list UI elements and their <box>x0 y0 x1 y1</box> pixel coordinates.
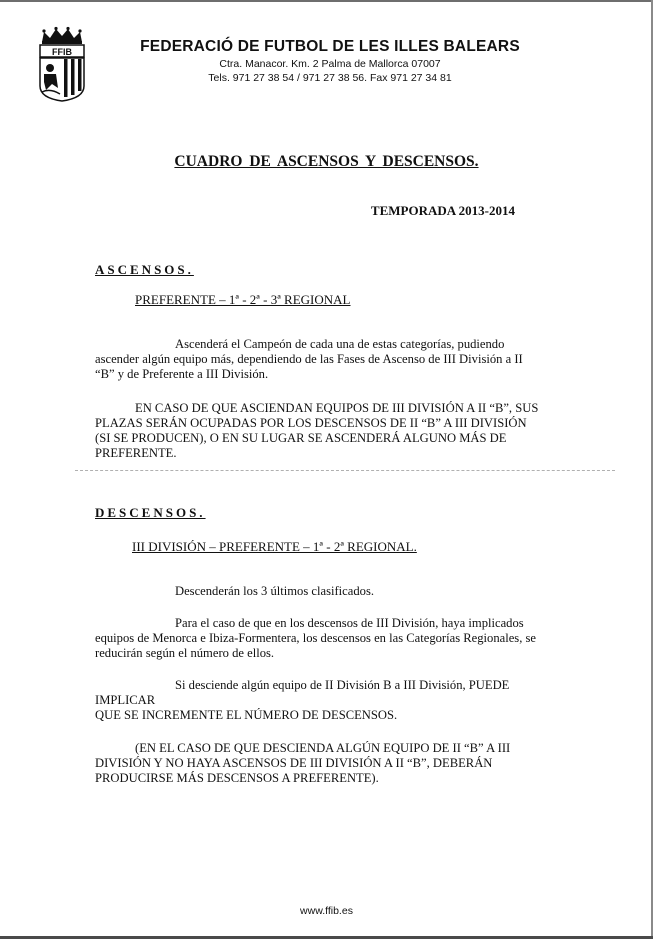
org-name: FEDERACIÓ DE FUTBOL DE LES ILLES BALEARS <box>140 38 520 55</box>
descensos-paragraph-2 <box>95 616 565 661</box>
descensos-category: III DIVISIÓN – PREFERENTE – 1ª - 2ª REGIONAL. <box>132 539 417 554</box>
descensos-paragraph-4 <box>95 741 565 786</box>
scan-border-top <box>0 0 653 2</box>
descensos-p4-line1: (EN EL CASO DE QUE DESCIENDA ALGÚN EQUIPO DE II “B” A III <box>135 741 511 755</box>
descensos-p2-line1: Para el caso de que en los descensos de III División, haya implicados <box>175 616 524 630</box>
ascensos-p1-line3: “B” y de Preferente a III División. <box>95 367 269 381</box>
footer-url: www.ffib.es <box>300 905 353 917</box>
ascensos-paragraph-1 <box>95 337 565 382</box>
descensos-p2-line2: equipos de Menorca e Ibiza-Formentera, los descensos en las Categorías Regionales, se <box>95 631 536 645</box>
ffib-crest-logo <box>34 26 90 102</box>
descensos-paragraph-1 <box>95 584 565 599</box>
descensos-p4-line2: DIVISIÓN Y NO HAYA ASCENSOS DE III DIVISIÓN A II “B”, DEBERÁN <box>95 756 493 770</box>
ascensos-p2-line4: PREFERENTE. <box>95 446 177 460</box>
descensos-p1-line1: Descenderán los 3 últimos clasificados. <box>175 584 374 598</box>
org-phones: Tels. 971 27 38 54 / 971 27 38 56. Fax 971 27 34 81 <box>208 72 452 84</box>
ascensos-p1-line1: Ascenderá el Campeón de cada una de estas categorías, pudiendo <box>175 337 505 351</box>
ascensos-heading: ASCENSOS. <box>95 262 194 277</box>
document-title: CUADRO DE ASCENSOS Y DESCENSOS. <box>174 153 479 170</box>
ascensos-paragraph-2 <box>95 401 565 461</box>
ascensos-p1-line2: ascender algún equipo más, dependiendo de las Fases de Ascenso de III División a II <box>95 352 523 366</box>
descensos-heading: DESCENSOS. <box>95 505 206 520</box>
ascensos-p2-line2: PLAZAS SERÁN OCUPADAS POR LOS DESCENSOS DE II “B” A III DIVISIÓN <box>95 416 527 430</box>
letterhead <box>120 38 540 84</box>
ascensos-p2-line3: (SI SE PRODUCEN), O EN SU LUGAR SE ASCENDERÁ ALGUNO MÁS DE <box>95 431 507 445</box>
org-address: Ctra. Manacor. Km. 2 Palma de Mallorca 07007 <box>219 58 441 70</box>
descensos-paragraph-3 <box>95 678 565 723</box>
ascensos-p2-line1: EN CASO DE QUE ASCIENDAN EQUIPOS DE III DIVISIÓN A II “B”, SUS <box>135 401 539 415</box>
scan-artifact-line <box>75 470 615 471</box>
descensos-p2-line3: reducirán según el número de ellos. <box>95 646 275 660</box>
logo-text: FFIB <box>52 47 72 57</box>
descensos-p4-line3: PRODUCIRSE MÁS DESCENSOS A PREFERENTE). <box>95 771 379 785</box>
season-label: TEMPORADA 2013-2014 <box>370 203 515 218</box>
descensos-p3-line1: Si desciende algún equipo de II División B a III División, PUEDE IMPLICAR <box>95 678 510 707</box>
descensos-p3-line2: QUE SE INCREMENTE EL NÚMERO DE DESCENSOS. <box>95 708 398 722</box>
document-title-wrap <box>0 153 653 171</box>
ascensos-category: PREFERENTE – 1ª - 2ª - 3ª REGIONAL <box>135 292 351 307</box>
